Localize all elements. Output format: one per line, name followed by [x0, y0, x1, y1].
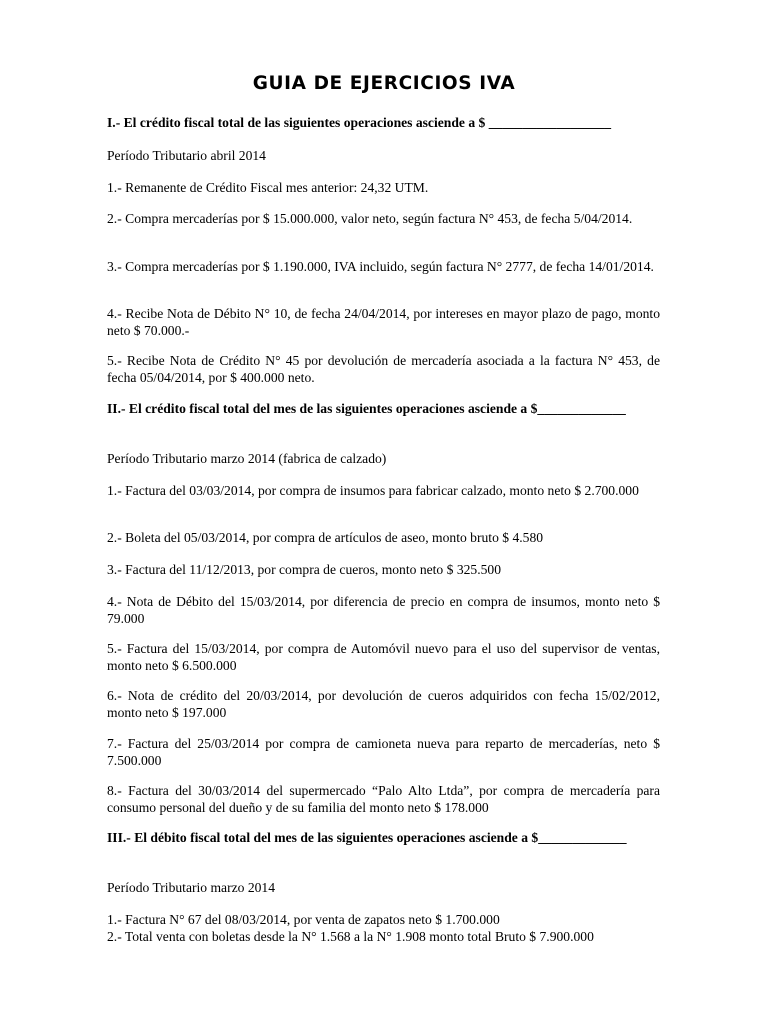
- section-2-item-2: 2.- Boleta del 05/03/2014, por compra de artículos de aseo, monto bruto $ 4.580: [107, 530, 544, 545]
- section-2-heading: II.- El crédito fiscal total del mes de las siguientes operaciones asciende a $_____________: [107, 401, 626, 416]
- section-1-period: Período Tributario abril 2014: [107, 148, 266, 163]
- section-2-period: Período Tributario marzo 2014 (fabrica de calzado): [107, 451, 387, 466]
- section-3-period: Período Tributario marzo 2014: [107, 880, 276, 895]
- section-2-item-4: 4.- Nota de Débito del 15/03/2014, por diferencia de precio en compra de insumos, monto neto $ 79.000: [107, 594, 660, 626]
- section-1-item-3: 3.- Compra mercaderías por $ 1.190.000, IVA incluido, según factura N° 2777, de fecha 14/01/2014.: [107, 259, 654, 274]
- section-3-item-1: 1.- Factura N° 67 del 08/03/2014, por venta de zapatos neto $ 1.700.000: [107, 912, 500, 927]
- section-1-item-5: 5.- Recibe Nota de Crédito N° 45 por devolución de mercadería asociada a la factura N° 453, de fecha 05/04/2014, por $ 400.000 neto.: [107, 353, 660, 385]
- section-1-item-2: 2.- Compra mercaderías por $ 15.000.000, valor neto, según factura N° 453, de fecha 5/04/2014.: [107, 211, 633, 226]
- section-2-item-8: 8.- Factura del 30/03/2014 del supermercado “Palo Alto Ltda”, por compra de mercadería para consumo personal del dueño y de su familia del monto neto $ 178.000: [107, 783, 660, 815]
- document-title: GUIA DE EJERCICIOS IVA: [252, 73, 516, 94]
- section-1-item-4: 4.- Recibe Nota de Débito N° 10, de fecha 24/04/2014, por intereses en mayor plazo de pago, monto neto $ 70.000.-: [107, 306, 660, 338]
- section-1-heading: I.- El crédito fiscal total de las siguientes operaciones asciende a $ __________________: [107, 115, 612, 130]
- section-3-item-2: 2.- Total venta con boletas desde la N° 1.568 a la N° 1.908 monto total Bruto $ 7.900.000: [107, 929, 594, 944]
- section-3-heading: III.- El débito fiscal total del mes de las siguientes operaciones asciende a $_____________: [107, 830, 627, 845]
- section-2-item-3: 3.- Factura del 11/12/2013, por compra de cueros, monto neto $ 325.500: [107, 562, 502, 577]
- section-2-item-7: 7.- Factura del 25/03/2014 por compra de camioneta nueva para reparto de mercaderías, neto $ 7.500.000: [107, 736, 660, 768]
- section-2-item-6: 6.- Nota de crédito del 20/03/2014, por devolución de cueros adquiridos con fecha 15/02/2012, monto neto $ 197.000: [107, 688, 660, 720]
- section-2-item-1: 1.- Factura del 03/03/2014, por compra de insumos para fabricar calzado, monto neto $ 2.700.000: [107, 483, 639, 498]
- section-1-item-1: 1.- Remanente de Crédito Fiscal mes anterior: 24,32 UTM.: [107, 180, 429, 195]
- section-2-item-5: 5.- Factura del 15/03/2014, por compra de Automóvil nuevo para el uso del supervisor de ventas, monto neto $ 6.500.000: [107, 641, 660, 673]
